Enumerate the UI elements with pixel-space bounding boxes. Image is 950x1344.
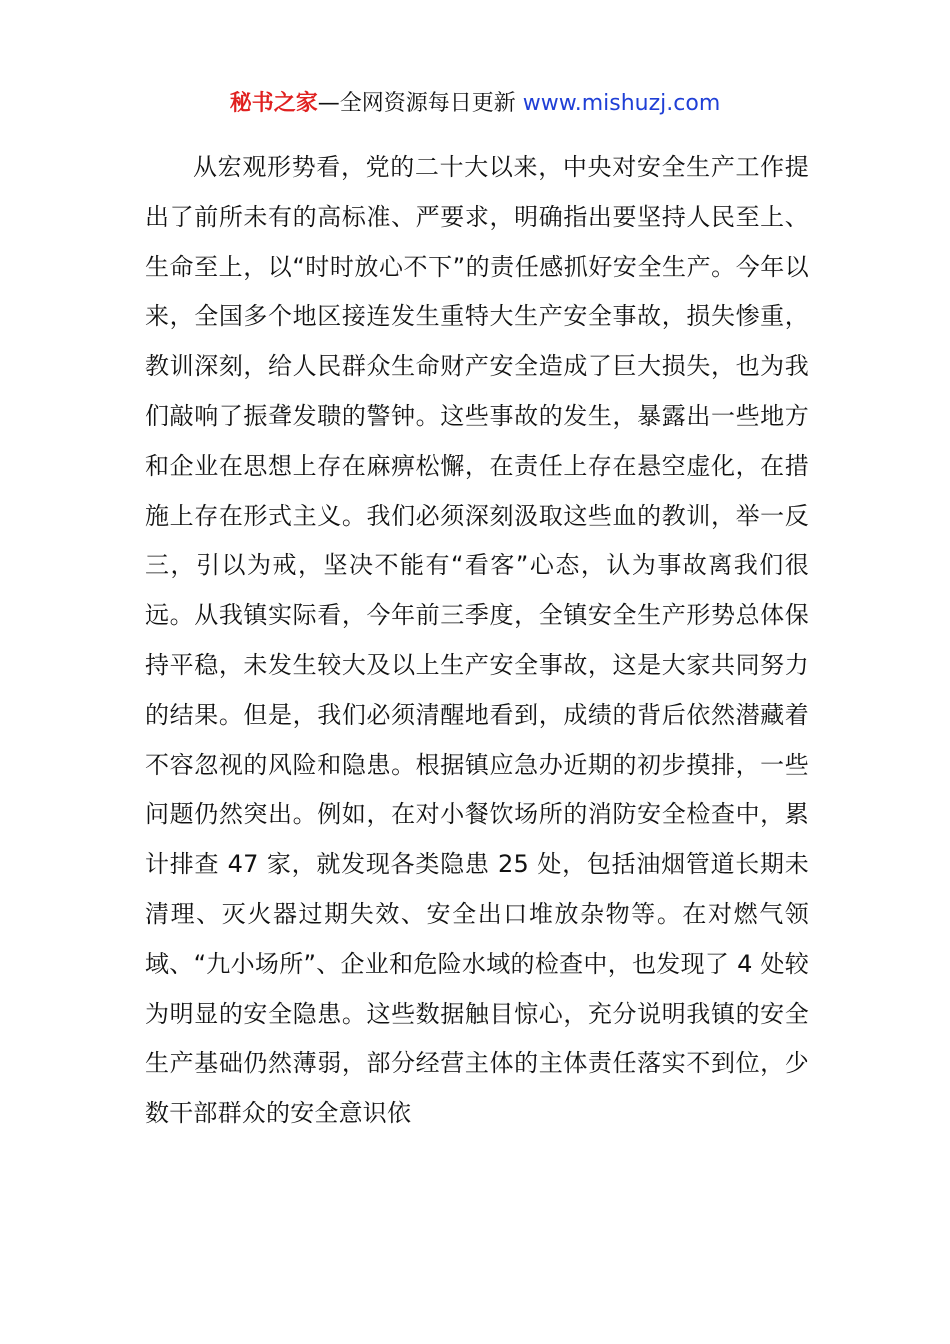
site-brand: 秘书之家 xyxy=(229,91,318,116)
site-url-link[interactable]: www.mishuzj.com xyxy=(522,91,721,116)
site-header xyxy=(0,88,950,120)
site-tagline: —全网资源每日更新 xyxy=(317,91,523,116)
body-paragraph: 从宏观形势看，党的二十大以来，中央对安全生产工作提出了前所未有的高标准、严要求，明确指出要坚持人民至上、生命至上，以“时时放心不下”的责任感抓好安全生产。今年以来，全国多个地区接连发生重特大生产安全事故，损失惨重，教训深刻，给人民群众生命财产安全造成了巨大损失，也为我们敲响了振聋发聩的警钟。这些事故的发生，暴露出一些地方和企业在思想上存在麻痹松懈，在责任上存在悬空虚化，在措施上存在形式主义。我们必须深刻汲取这些血的教训，举一反三，引以为戒，坚决不能有“看客”心态，认为事故离我们很远。从我镇实际看，今年前三季度，全镇安全生产形势总体保持平稳，未发生较大及以上生产安全事故，这是大家共同努力的结果。但是，我们必须清醒地看到，成绩的背后依然潜藏着不容忽视的风险和隐患。根据镇应急办近期的初步摸排，一些问题仍然突出。例如，在对小餐饮场所的消防安全检查中，累计排查 47 家，就发现各类隐患 25 处，包括油烟管道长期未清理、灭火器过期失效、安全出口堆放杂物等。在对燃气领域、“九小场所”、企业和危险水域的检查中，也发现了 4 处较为明显的安全隐患。这些数据触目惊心，充分说明我镇的安全生产基础仍然薄弱，部分经营主体的主体责任落实不到位，少数干部群众的安全意识依 xyxy=(145,153,809,1128)
